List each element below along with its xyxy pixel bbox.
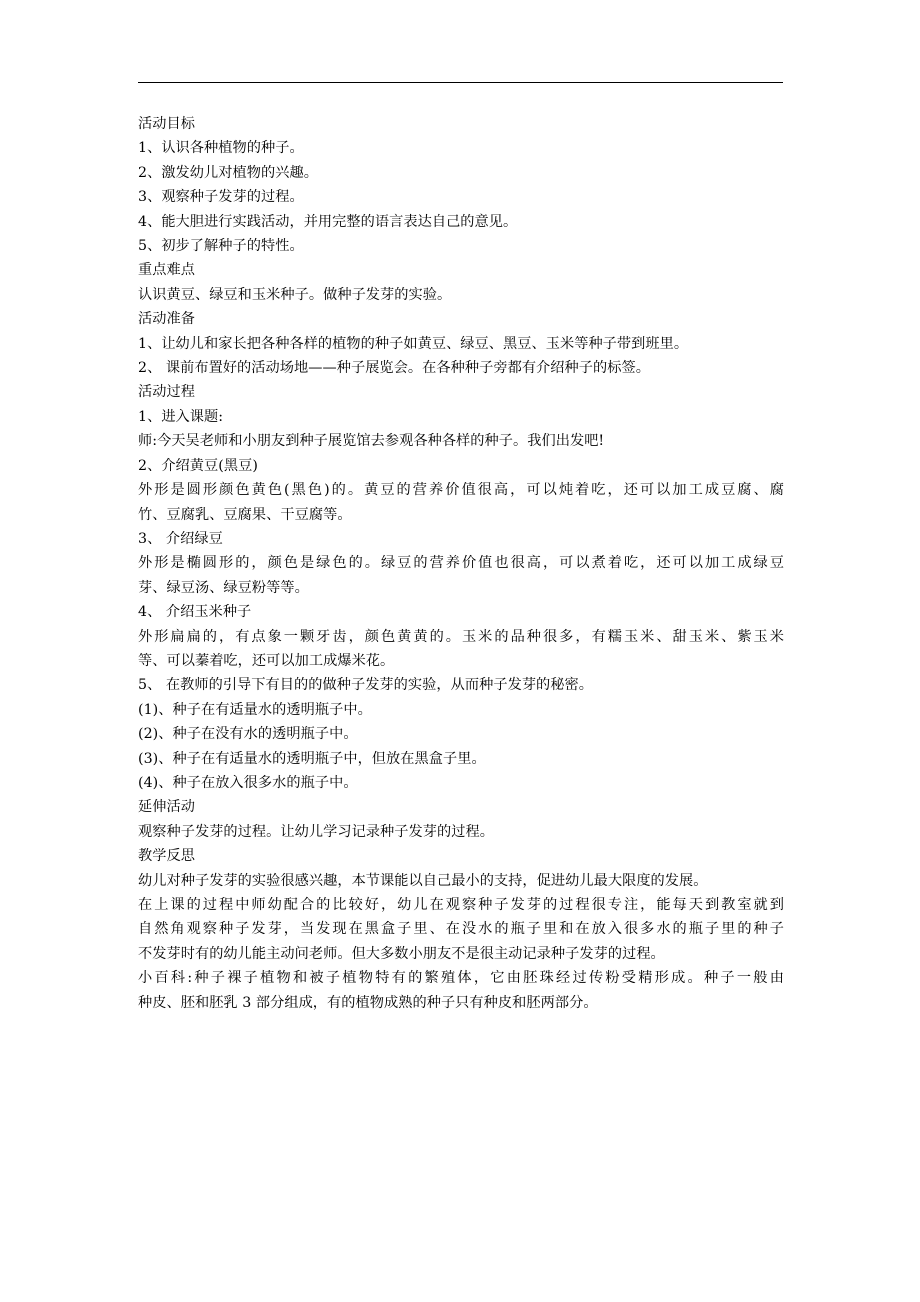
section-heading-preparation: 活动准备 bbox=[138, 311, 195, 328]
section-heading-key-points: 重点难点 bbox=[138, 262, 195, 279]
paragraph-mungbean bbox=[138, 551, 788, 600]
paragraph-corn bbox=[138, 625, 788, 674]
experiment-item: (2)、种子在没有水的透明瓶子中。 bbox=[138, 726, 358, 743]
experiment-item: (4)、种子在放入很多水的瓶子中。 bbox=[138, 774, 358, 791]
process-step-title: 4、 介绍玉米种子 bbox=[138, 604, 252, 621]
paragraph-line: 外形扁扁的，有点象一颗牙齿，颜色黄黄的。玉米的品种很多，有糯玉米、甜玉米、紫玉米 bbox=[138, 628, 784, 645]
paragraph-line: 外形是椭圆形的，颜色是绿色的。绿豆的营养价值也很高，可以煮着吃，还可以加工成绿豆 bbox=[138, 555, 784, 572]
document-body bbox=[138, 112, 788, 1015]
process-step-text: 师:今天吴老师和小朋友到种子展览馆去参观各种各样的种子。我们出发吧! bbox=[138, 433, 605, 450]
paragraph-line: 外形是圆形颜色黄色(黑色)的。黄豆的营养价值很高，可以炖着吃，还可以加工成豆腐、腐 bbox=[138, 482, 784, 499]
paragraph-line: 自然角观察种子发芽，当发现在黑盒子里、在没水的瓶子里和在放入很多水的瓶子里的种子 bbox=[138, 921, 784, 938]
process-step-title: 1、进入课题: bbox=[138, 408, 224, 425]
paragraph-line: 芽、绿豆汤、绿豆粉等等。 bbox=[138, 579, 309, 596]
process-step-title: 2、介绍黄豆(黑豆) bbox=[138, 457, 258, 474]
section-heading-reflection: 教学反思 bbox=[138, 848, 195, 865]
section-heading-extension: 延伸活动 bbox=[138, 799, 195, 816]
goal-item: 2、激发幼儿对植物的兴趣。 bbox=[138, 164, 318, 181]
preparation-item: 1、让幼儿和家长把各种各样的植物的种子如黄豆、绿豆、黑豆、玉米等种子带到班里。 bbox=[138, 335, 689, 352]
experiment-item: (1)、种子在有适量水的透明瓶子中。 bbox=[138, 701, 372, 718]
section-heading-goals: 活动目标 bbox=[138, 116, 195, 132]
goal-item: 3、观察种子发芽的过程。 bbox=[138, 189, 304, 206]
header-rule bbox=[138, 82, 783, 83]
experiment-item: (3)、种子在有适量水的透明瓶子中，但放在黑盒子里。 bbox=[138, 750, 486, 767]
paragraph-encyclopedia bbox=[138, 966, 788, 1015]
paragraph-soybean bbox=[138, 478, 788, 527]
process-step-title: 3、 介绍绿豆 bbox=[138, 530, 223, 547]
extension-text: 观察种子发芽的过程。让幼儿学习记录种子发芽的过程。 bbox=[138, 823, 494, 840]
paragraph-line: 小百科:种子裸子植物和被子植物特有的繁殖体，它由胚珠经过传粉受精形成。种子一般由 bbox=[138, 970, 784, 987]
key-points-text: 认识黄豆、绿豆和玉米种子。做种子发芽的实验。 bbox=[138, 286, 452, 303]
paragraph-line: 竹、豆腐乳、豆腐果、干豆腐等。 bbox=[138, 506, 352, 523]
paragraph-line: 不发芽时有的幼儿能主动问老师。但大多数小朋友不是很主动记录种子发芽的过程。 bbox=[138, 945, 665, 962]
goal-item: 4、能大胆进行实践活动，并用完整的语言表达自己的意见。 bbox=[138, 213, 518, 230]
paragraph-reflection bbox=[138, 869, 788, 967]
preparation-item: 2、 课前布置好的活动场地——种子展览会。在各种种子旁都有介绍种子的标签。 bbox=[138, 360, 650, 377]
section-heading-process: 活动过程 bbox=[138, 384, 195, 401]
paragraph-line: 种皮、胚和胚乳 3 部分组成，有的植物成熟的种子只有种皮和胚两部分。 bbox=[138, 994, 598, 1011]
paragraph-line: 幼儿对种子发芽的实验很感兴趣，本节课能以自己最小的支持，促进幼儿最大限度的发展。 bbox=[138, 872, 708, 889]
paragraph-line: 等、可以蓁着吃，还可以加工成爆米花。 bbox=[138, 652, 395, 669]
goal-item: 1、认识各种植物的种子。 bbox=[138, 140, 304, 157]
paragraph-line: 在上课的过程中师幼配合的比较好，幼儿在观察种子发芽的过程很专注，能每天到教室就到 bbox=[138, 897, 784, 913]
process-step-title: 5、 在教师的引导下有目的的做种子发芽的实验，从而种子发芽的秘密。 bbox=[138, 677, 594, 694]
goal-item: 5、初步了解种子的特性。 bbox=[138, 238, 304, 255]
